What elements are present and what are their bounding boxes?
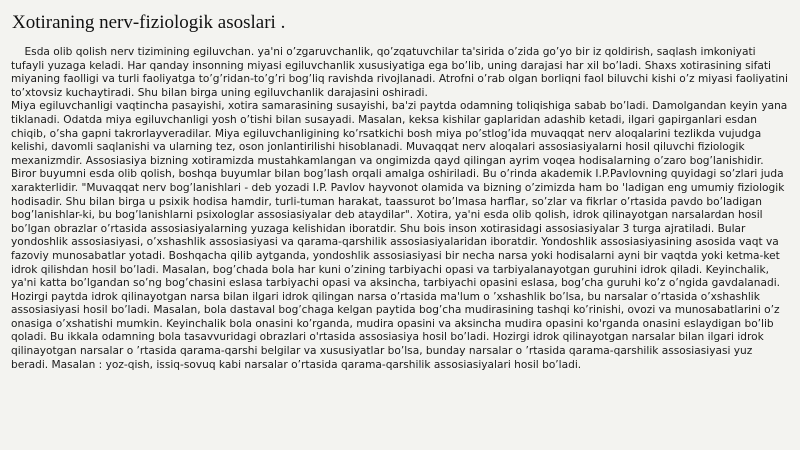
slide-body: [11, 46, 791, 372]
paragraph-main: Miya egiluvchanligi vaqtincha pasayishi, xotira samarasining susayishi, ba'zi paytda odamning toliqishiga sabab bo’ladi. Damolgandan keyin yana tiklanadi. Odatda miya egiluvchanligi yosh o’tishi bilan susayadi. Masalan, keksa kishilar gaplaridan adashib ketadi, ilgari gapirganlari esdan chiqib, o’sha gapni takrorlayveradilar. Miya egiluvchanligining ko’rsatkichi bosh miya po’stlog’ida muvaqqat nerv aloqalarini tezlikda vujudga kelishi, davomli saqlanishi va ularning tez, oson jonlantirilishi hisoblanadi. Muvaqqat nerv aloqalari assosiasiyalarni hosil qiluvchi fiziologik mexanizmdir. Assosiasiya bizning xotiramizda mustahkamlangan va ongimizda qayd qilingan ayrim voqea hodisalarning o’zaro bog’lanishidir. Biror buyumni esda olib qolish, boshqa buyumlar bilan bog’lash orqali amalga oshiriladi. Bu o’rinda akademik I.P.Pavlovning quyidagi so’zlari juda xarakterlidir. "Muvaqqat nerv bog’lanishlari - deb yozadi I.P. Pavlov hayvonot olamida va bizning o’zimizda ham bo 'ladigan eng umumiy fiziologik hodisadir. Shu bilan birga u psixik hodisa hamdir, turli-tuman harakat, taassurot bo’lmasa harflar, so’zlar va fikrlar o’rtasida pavdo bo’ladigan bog’lanishlar-ki, bu bog’lanishlarni psixologlar assosiasiyalar deb ataydilar". Xotira, ya'ni esda olib qolish, idrok qilinayotgan narsalardan hosil bo’lgan obrazlar o’rtasida assosiasiyalarning yuzaga kelishidan iboratdir. Shu bois inson xotirasidagi assosiasiyalar 3 turga ajratiladi. Bular yondoshlik assosiasiyasi, o’xshashlik assosiasiyasi va qarama-qarshilik assosiasiyalaridan iboratdir. Yondoshlik assosiasiyasining asosida vaqt va fazoviy munosabatlar yotadi. Boshqacha qilib aytganda, yondoshlik assosiasiyasi bir necha narsa yoki hodisalarni ayni bir vaqtda yoki ketma-ket idrok qilishdan hosil bo’ladi. Masalan, bog’chada bola har kuni o’zining tarbiyachi opasi va tarbiyalanayotgan guruhini idrok qiladi. Keyinchalik, ya'ni katta bo’lgandan so’ng bog’chasini eslasa tarbiyachi opasi va aksincha, tarbiyachi opasini eslasa, bog’cha guruhi ko’z o’ngida gavdalanadi. Hozirgi paytda idrok qilinayotgan narsa bilan ilgari idrok qilingan narsa o’rtasida ma'lum o ’xshashlik bo’lsa, bu narsalar o’rtasida o’xshashlik assosiasiyasi hosil bo’ladi. Masalan, bola dastaval bog’chaga kelgan paytida bog’cha mudirasining tashqi ko’rinishi, ovozi va munosabatlarini o’z onasiga o’xshatishi mumkin. Keyinchalik bola onasini ko’rganda, mudira opasini va aksincha mudira opasini ko'rganda onasini eslaydigan bo’lib qoladi. Bu ikkala odamning bola tasavvuridagi obrazlari o'rtasida assosiasiya hosil bo’ladi. Hozirgi idrok qilinayotgan narsalar bilan ilgari idrok qilinayotgan narsalar o ’rtasida qarama-qarshi belgilar va xususiyatlar bo’lsa, bunday narsalar o ’rtasida qarama-qarshilik assosiasiyasi yuz beradi. Masalan : yoz-qish, issiq-sovuq kabi narsalar o’rtasida qarama-qarshilik assosiasiyalari hosil bo’ladi.: [11, 100, 788, 371]
paragraph-intro: Esda olib qolish nerv tizimining egiluvchan. ya'ni o’zgaruvchanlik, qo’zqatuvchilar ta'sirida o’zida go’yo bir iz qoldirish, saqlash imkoniyati tufayli yuzaga keladi. Har qanday insonning miyasi egiluvchanlik xususiyatiga ega bo’lib, uning darajasi har xil bo’ladi. Shaxs xotirasining sifati miyaning faolligi va turli faoliyatga to’g’ridan-to’g’ri bog’liq ravishda rivojlanadi. Atrofni o’rab olgan borliqni faol biluvchi kishi o’z miyasi faoliyatini to’xtovsiz kuchaytiradi. Shu bilan birga uning egiluvchanlik darajasini oshiradi.: [11, 46, 792, 99]
slide-title: Xotiraning nerv-fiziologik asoslari .: [12, 12, 286, 33]
